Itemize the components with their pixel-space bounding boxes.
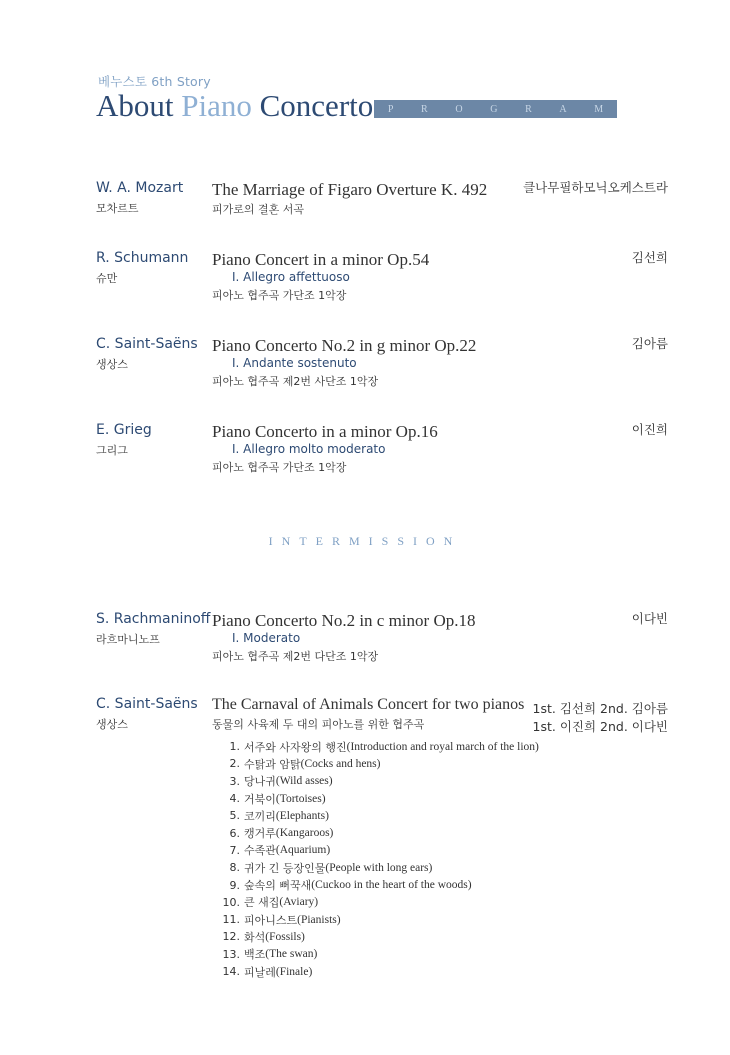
intermission-label: INTERMISSION — [268, 534, 462, 548]
movement-item — [212, 790, 539, 807]
work-title-ko: 피아노 협주곡 제2번 사단조 1악장 — [212, 375, 379, 388]
movement-title-ko: 수탉과 암탉 — [244, 757, 301, 771]
movement-number: 5. — [229, 809, 240, 823]
movement-number: 9. — [229, 878, 240, 892]
movement-title-en: (Introduction and royal march of the lion) — [346, 740, 539, 753]
movement: I. Andante sostenuto — [232, 356, 357, 370]
movement-item — [212, 859, 539, 876]
movement: I. Allegro affettuoso — [232, 270, 350, 284]
composer-name-en: C. Saint-Saëns — [96, 696, 198, 712]
program-letter: A — [559, 103, 567, 115]
work-title-ko: 피아노 협주곡 가단조 1악장 — [212, 289, 347, 302]
movement-item — [212, 755, 539, 772]
page-title — [96, 88, 373, 124]
program-letter: R — [421, 103, 428, 115]
movement-number: 6. — [229, 826, 240, 840]
work-title-ko: 동물의 사육제 두 대의 피아노를 위한 협주곡 — [212, 718, 425, 731]
movement-title-en: (Finale) — [275, 965, 313, 978]
movement-item — [212, 911, 539, 928]
movement-item — [212, 894, 539, 911]
movement-item — [212, 824, 539, 841]
movement-item — [212, 946, 539, 963]
movement-number: 12. — [222, 930, 240, 944]
movement-item — [212, 963, 539, 980]
movement-item — [212, 876, 539, 893]
movement-number: 11. — [222, 913, 240, 927]
work-title-ko: 피가로의 결혼 서곡 — [212, 203, 305, 216]
movement-title-ko: 화석 — [244, 930, 266, 944]
composer-name-ko: 생상스 — [96, 358, 128, 371]
performer: 이진희 — [631, 422, 668, 437]
work-title: Piano Concert in a minor Op.54 — [212, 250, 430, 269]
movement-title-en: (Aquarium) — [275, 844, 331, 857]
work-title-ko: 피아노 협주곡 가단조 1악장 — [212, 461, 347, 474]
page-kicker: 베누스토 6th Story — [98, 74, 211, 89]
movement-title-en: (Cuckoo in the heart of the woods) — [311, 879, 472, 892]
movements-list — [212, 738, 539, 980]
movement-number: 10. — [222, 895, 240, 909]
movement-title-ko: 당나귀 — [244, 775, 276, 789]
performer-pair: 1st. 김선희 2nd. 김아름 — [532, 701, 668, 716]
composer-name-ko: 생상스 — [96, 718, 128, 731]
movement-title-en: (Pianists) — [297, 913, 341, 926]
movement-item — [212, 738, 539, 755]
movement-title-en: (Kangaroos) — [275, 827, 334, 840]
movement-title-en: (Tortoises) — [275, 792, 326, 805]
movement-title-ko: 거북이 — [244, 792, 276, 806]
movement: I. Allegro molto moderato — [232, 442, 386, 456]
movement-number: 3. — [229, 774, 240, 788]
movement-title-en: (Elephants) — [275, 809, 329, 822]
program-letter: P — [387, 103, 394, 115]
composer-name-en: R. Schumann — [96, 250, 189, 266]
page-title-part3: Concerto — [251, 88, 374, 123]
movement-title-ko: 귀가 긴 등장인물 — [244, 861, 326, 875]
composer-name-en: S. Rachmaninoff — [96, 611, 211, 627]
performer: 클나무필하모닉오케스트라 — [523, 180, 668, 195]
movement-title-ko: 피아니스트 — [244, 913, 298, 927]
movement-item — [212, 807, 539, 824]
movement-title-en: (Wild asses) — [275, 775, 333, 788]
movement-number: 4. — [229, 792, 240, 806]
work-title-ko: 피아노 협주곡 제2번 다단조 1악장 — [212, 650, 379, 663]
movement-number: 14. — [222, 965, 240, 978]
work-title: Piano Concerto No.2 in g minor Op.22 — [212, 336, 477, 355]
movement: I. Moderato — [232, 631, 301, 645]
composer-name-ko: 그리그 — [96, 444, 128, 457]
performer: 이다빈 — [631, 611, 668, 626]
movement-title-ko: 서주와 사자왕의 행진 — [244, 740, 347, 754]
movement-title-ko: 백조 — [244, 948, 266, 962]
movement-title-ko: 캥거루 — [244, 827, 276, 841]
movement-title-ko: 수족관 — [244, 844, 276, 858]
movement-number: 7. — [229, 843, 240, 857]
movement-title-en: (Cocks and hens) — [300, 757, 381, 770]
movement-title-ko: 코끼리 — [244, 809, 276, 823]
page-title-part2: Piano — [181, 88, 252, 123]
composer-name-en: C. Saint-Saëns — [96, 336, 198, 352]
program-letter: O — [455, 103, 463, 115]
performer: 김아름 — [631, 336, 668, 351]
composer-name-ko: 라흐마니노프 — [96, 633, 160, 646]
movement-number: 8. — [229, 861, 240, 875]
movement-item — [212, 928, 539, 945]
movement-number: 2. — [229, 757, 240, 771]
performer: 김선희 — [631, 250, 668, 265]
composer-name-ko: 슈만 — [96, 272, 118, 285]
movement-number: 1. — [229, 740, 240, 754]
movement-title-ko: 큰 새집 — [244, 896, 280, 910]
movement-title-ko: 피날레 — [244, 965, 276, 979]
composer-name-en: E. Grieg — [96, 422, 152, 438]
work-title: The Marriage of Figaro Overture K. 492 — [212, 180, 488, 199]
movement-title-en: (The swan) — [265, 948, 318, 961]
work-title: Piano Concerto No.2 in c minor Op.18 — [212, 611, 476, 630]
performer-pair: 1st. 이진희 2nd. 이다빈 — [532, 719, 668, 734]
work-title: The Carnaval of Animals Concert for two pianos — [212, 696, 525, 713]
movement-number: 13. — [222, 947, 240, 961]
movement-item — [212, 773, 539, 790]
movement-item — [212, 842, 539, 859]
program-letter: R — [525, 103, 532, 115]
program-bar — [374, 100, 617, 118]
program-letter: G — [490, 103, 498, 115]
work-title: Piano Concerto in a minor Op.16 — [212, 422, 438, 441]
page-title-part1: About — [96, 88, 182, 123]
composer-name-ko: 모차르트 — [96, 202, 139, 215]
program-letter: M — [594, 103, 604, 115]
movement-title-en: (Fossils) — [265, 930, 305, 943]
movement-title-en: (People with long ears) — [325, 861, 433, 874]
composer-name-en: W. A. Mozart — [96, 180, 184, 196]
movement-title-ko: 숲속의 뻐꾹새 — [244, 879, 312, 893]
movement-title-en: (Aviary) — [279, 896, 319, 909]
